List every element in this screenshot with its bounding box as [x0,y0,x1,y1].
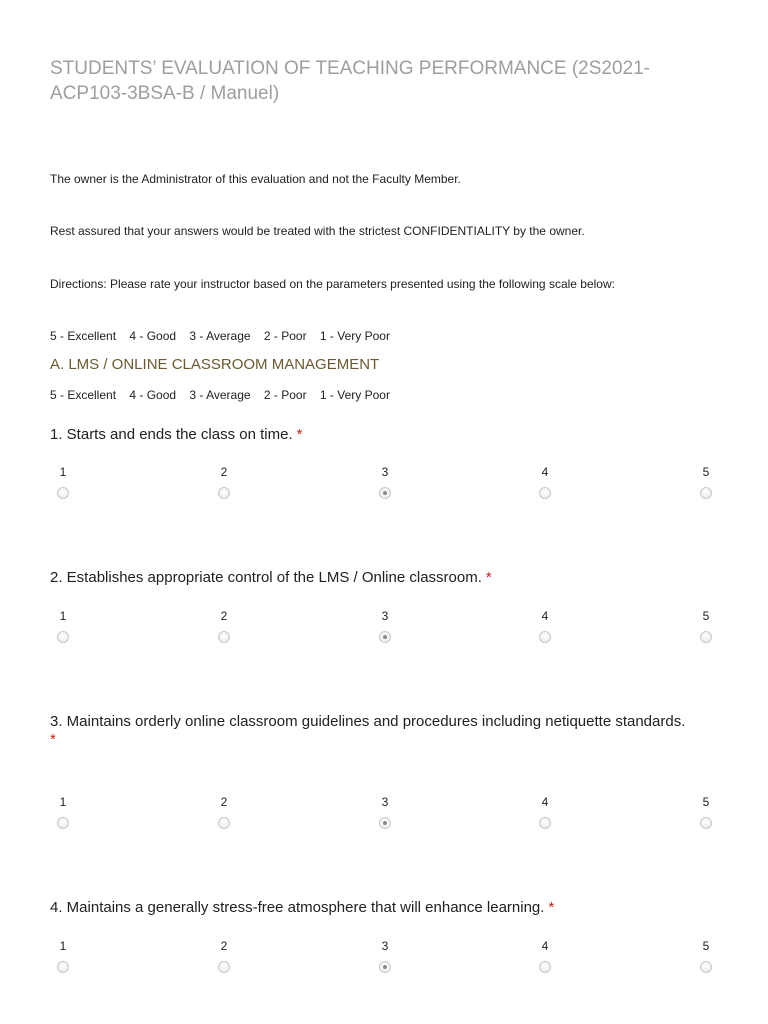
required-asterisk: * [485,569,492,586]
question-1 [50,424,690,446]
radio-button[interactable] [379,961,391,973]
rating-option-label: 1 [59,939,67,953]
radio-button[interactable] [57,487,69,499]
scale-legend: 5 - Excellent 4 - Good 3 - Average 2 - Poor 1 - Very Poor [50,329,390,343]
section-title: A. LMS / ONLINE CLASSROOM MANAGEMENT [50,356,380,373]
rating-option-1[interactable] [48,795,78,829]
question-3 [50,711,690,747]
rating-option-label: 5 [702,609,710,623]
rating-option-4[interactable] [530,795,560,829]
intro-directions: Directions: Please rate your instructor based on the parameters presented using the following scale below: [50,277,615,291]
rating-option-label: 1 [59,795,67,809]
rating-option-3[interactable] [370,609,400,643]
rating-option-label: 2 [220,795,228,809]
rating-option-2[interactable] [209,609,239,643]
rating-option-1[interactable] [48,609,78,643]
required-asterisk: * [548,899,555,916]
radio-button[interactable] [539,487,551,499]
rating-option-5[interactable] [691,609,721,643]
rating-option-label: 1 [59,465,67,479]
radio-button[interactable] [539,817,551,829]
rating-option-label: 3 [381,609,389,623]
rating-option-3[interactable] [370,939,400,973]
radio-button[interactable] [218,487,230,499]
rating-option-label: 3 [381,465,389,479]
question-text: 4. Maintains a generally stress-free atmosphere that will enhance learning. * [50,899,555,916]
radio-button[interactable] [379,631,391,643]
required-asterisk: * [50,731,56,748]
radio-button[interactable] [57,961,69,973]
rating-option-4[interactable] [530,465,560,499]
rating-option-5[interactable] [691,465,721,499]
radio-button[interactable] [700,631,712,643]
rating-option-label: 4 [541,939,549,953]
intro-confidentiality-note: Rest assured that your answers would be treated with the strictest CONFIDENTIALITY by the owner. [50,224,585,238]
radio-button[interactable] [379,817,391,829]
radio-button[interactable] [700,961,712,973]
radio-button[interactable] [539,961,551,973]
rating-option-4[interactable] [530,609,560,643]
rating-option-3[interactable] [370,465,400,499]
rating-option-1[interactable] [48,939,78,973]
radio-button[interactable] [379,487,391,499]
rating-option-3[interactable] [370,795,400,829]
rating-option-label: 2 [220,609,228,623]
rating-option-label: 5 [702,795,710,809]
radio-button[interactable] [218,631,230,643]
rating-option-label: 2 [220,465,228,479]
question-2 [50,567,690,589]
question-text: 1. Starts and ends the class on time. * [50,426,303,443]
rating-option-label: 4 [541,609,549,623]
radio-button[interactable] [218,961,230,973]
rating-option-label: 4 [541,795,549,809]
rating-option-4[interactable] [530,939,560,973]
rating-option-label: 3 [381,939,389,953]
radio-button[interactable] [539,631,551,643]
rating-option-label: 1 [59,609,67,623]
required-asterisk: * [296,426,303,443]
rating-option-1[interactable] [48,465,78,499]
question-4 [50,897,690,919]
radio-button[interactable] [57,817,69,829]
radio-button[interactable] [700,487,712,499]
intro-owner-note: The owner is the Administrator of this evaluation and not the Faculty Member. [50,172,461,186]
rating-option-5[interactable] [691,939,721,973]
rating-option-label: 3 [381,795,389,809]
rating-option-5[interactable] [691,795,721,829]
rating-option-label: 4 [541,465,549,479]
form-title: STUDENTS’ EVALUATION OF TEACHING PERFORMANCE (2S2021-ACP103-3BSA-B / Manuel) [50,58,651,104]
section-scale-legend: 5 - Excellent 4 - Good 3 - Average 2 - Poor 1 - Very Poor [50,388,390,402]
rating-option-label: 2 [220,939,228,953]
radio-button[interactable] [700,817,712,829]
radio-button[interactable] [57,631,69,643]
rating-option-2[interactable] [209,465,239,499]
radio-button[interactable] [218,817,230,829]
rating-option-label: 5 [702,939,710,953]
rating-option-label: 5 [702,465,710,479]
rating-option-2[interactable] [209,939,239,973]
rating-option-2[interactable] [209,795,239,829]
question-text: 3. Maintains orderly online classroom guidelines and procedures including netiquette standards. [50,713,686,730]
question-text: 2. Establishes appropriate control of the LMS / Online classroom. * [50,569,492,586]
